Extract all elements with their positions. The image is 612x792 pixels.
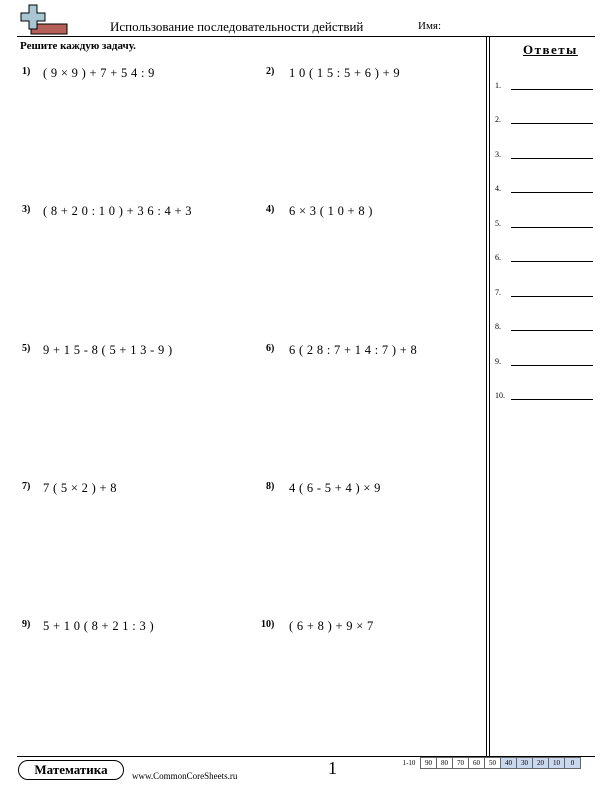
score-range-label: 1-10 xyxy=(402,758,416,767)
problem-expression: ( 8 + 2 0 : 1 0 ) + 3 6 : 4 + 3 xyxy=(43,204,192,218)
answer-label: 3. xyxy=(495,150,501,159)
answer-label: 4. xyxy=(495,184,501,193)
answer-blank[interactable] xyxy=(511,192,593,193)
answer-blank[interactable] xyxy=(511,365,593,366)
problem-expression: 5 + 1 0 ( 8 + 2 1 : 3 ) xyxy=(43,619,154,633)
answer-blank[interactable] xyxy=(511,123,593,124)
problem-number: 6) xyxy=(266,343,275,354)
answer-blank[interactable] xyxy=(511,227,593,228)
answer-column-divider xyxy=(486,37,487,756)
worksheet-title: Использование последовательности действий xyxy=(110,19,364,34)
problem-expression: 1 0 ( 1 5 : 5 + 6 ) + 9 xyxy=(289,66,400,80)
problem-expression: 6 ( 2 8 : 7 + 1 4 : 7 ) + 8 xyxy=(289,343,418,357)
score-cell: 40 xyxy=(501,758,517,769)
problem-number: 3) xyxy=(22,204,31,215)
answer-label: 2. xyxy=(495,115,501,124)
instructions: Решите каждую задачу. xyxy=(20,40,136,52)
score-table xyxy=(398,757,581,769)
answer-label: 10. xyxy=(495,391,505,400)
score-cell: 90 xyxy=(421,758,437,769)
header-divider xyxy=(17,36,595,37)
score-cell: 60 xyxy=(469,758,485,769)
problem-expression: 9 + 1 5 - 8 ( 5 + 1 3 - 9 ) xyxy=(43,343,173,357)
subject-badge: Математика xyxy=(18,760,124,780)
answer-blank[interactable] xyxy=(511,261,593,262)
plus-logo-icon xyxy=(17,4,69,38)
problem-number: 4) xyxy=(266,204,275,215)
problem-expression: ( 9 × 9 ) + 7 + 5 4 : 9 xyxy=(43,66,155,80)
problem-expression: ( 6 + 8 ) + 9 × 7 xyxy=(289,619,374,633)
answer-label: 9. xyxy=(495,357,501,366)
answer-label: 7. xyxy=(495,288,501,297)
problem-number: 7) xyxy=(22,481,31,492)
problem-number: 8) xyxy=(266,481,275,492)
problem-expression: 7 ( 5 × 2 ) + 8 xyxy=(43,481,117,495)
answer-blank[interactable] xyxy=(511,89,593,90)
problem-number: 5) xyxy=(22,343,31,354)
answer-label: 8. xyxy=(495,322,501,331)
answer-label: 5. xyxy=(495,219,501,228)
problem-number: 9) xyxy=(22,619,31,630)
score-cell: 10 xyxy=(549,758,565,769)
website-link[interactable]: www.CommonCoreSheets.ru xyxy=(132,771,238,781)
answer-blank[interactable] xyxy=(511,158,593,159)
score-cell: 70 xyxy=(453,758,469,769)
score-cell: 20 xyxy=(533,758,549,769)
answer-blank[interactable] xyxy=(511,330,593,331)
name-field-label: Имя: xyxy=(418,20,442,32)
problem-number: 10) xyxy=(261,619,275,630)
score-cell: 50 xyxy=(485,758,501,769)
answer-blank[interactable] xyxy=(511,296,593,297)
answer-column-divider-inner xyxy=(489,37,490,756)
answer-blank[interactable] xyxy=(511,399,593,400)
problem-number: 2) xyxy=(266,66,275,77)
page-number: 1 xyxy=(328,758,337,778)
answer-label: 1. xyxy=(495,81,501,90)
answer-label: 6. xyxy=(495,253,501,262)
problem-number: 1) xyxy=(22,66,31,77)
score-cell: 80 xyxy=(437,758,453,769)
score-cell: 0 xyxy=(565,758,581,769)
problem-expression: 4 ( 6 - 5 + 4 ) × 9 xyxy=(289,481,381,495)
answers-title: Ответы xyxy=(523,42,578,57)
problem-expression: 6 × 3 ( 1 0 + 8 ) xyxy=(289,204,373,218)
score-cell: 30 xyxy=(517,758,533,769)
